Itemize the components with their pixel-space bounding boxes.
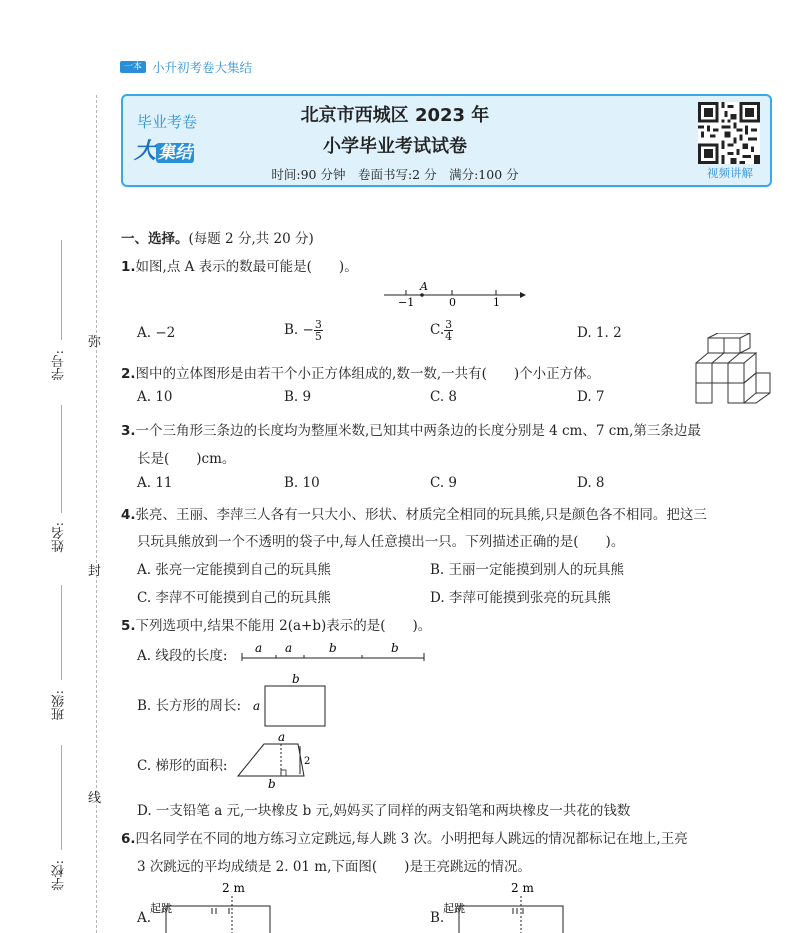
q4-option-a[interactable]: A. 张亮一定能摸到自己的玩具熊 — [137, 562, 331, 578]
start-line-label: 起跳 — [443, 902, 465, 915]
section-note: (每题 2 分,共 20 分) — [188, 231, 314, 247]
question-text: 张亮、王丽、李萍三人各有一只大小、形状、材质完全相同的玩具熊,只是颜色各不相同。把这三 — [135, 507, 707, 523]
question-text: 如图,点 A 表示的数最可能是( )。 — [135, 259, 358, 275]
q6-option-b[interactable]: B. — [430, 910, 445, 926]
binding-line — [96, 95, 97, 933]
q5-option-c[interactable]: C. 梯形的面积: — [137, 758, 228, 774]
question-5 — [121, 614, 431, 634]
segment-label-a2: a — [285, 641, 293, 655]
number-line — [380, 280, 530, 308]
q2-option-d[interactable]: D. 7 — [577, 389, 605, 405]
question-4 — [121, 503, 707, 523]
segment-figure — [238, 638, 430, 664]
section-title-text: 一、选择。 — [121, 231, 189, 247]
fraction-denominator: 4 — [445, 330, 453, 343]
q5-option-d[interactable]: D. 一支铅笔 a 元,一块橡皮 b 元,妈妈买了同样的两支铅笔和两块橡皮一共花的钱数 — [137, 803, 631, 819]
section-title — [121, 227, 314, 247]
tick-label-1: 1 — [493, 296, 500, 308]
seal-char-3: 线 — [88, 791, 102, 806]
segment-label-b2: b — [391, 641, 399, 655]
qr-code-icon[interactable] — [698, 102, 760, 164]
class-blank — [61, 585, 62, 680]
q1-option-c[interactable] — [430, 319, 453, 342]
question-6 — [121, 827, 688, 847]
q3-option-a[interactable]: A. 11 — [137, 475, 173, 491]
rectangle-figure — [252, 672, 332, 732]
question-number: 3. — [121, 423, 136, 439]
series-title: 小升初考卷大集结 — [152, 60, 253, 75]
q1-option-b[interactable] — [284, 319, 323, 342]
logo-big-text-2: 集结 — [158, 143, 193, 163]
question-1 — [121, 255, 358, 275]
seal-char-2: 封 — [88, 564, 102, 579]
q4-option-b[interactable]: B. 王丽一定能摸到别人的玩具熊 — [430, 562, 625, 578]
q2-option-a[interactable]: A. 10 — [137, 389, 173, 405]
distance-label: 2 m — [222, 881, 245, 895]
fraction — [444, 319, 453, 342]
exam-meta: 时间:90 分钟 卷面书写:2 分 满分:100 分 — [271, 167, 519, 182]
segment-label-b1: b — [329, 641, 337, 655]
student-id-blank — [61, 240, 62, 340]
q4-option-d[interactable]: D. 李萍可能摸到张亮的玩具熊 — [430, 590, 611, 606]
school-blank — [61, 745, 62, 850]
q1-option-d[interactable]: D. 1. 2 — [577, 325, 622, 341]
q6-option-a[interactable]: A. — [137, 910, 152, 926]
q5-option-a[interactable]: A. 线段的长度: — [137, 648, 228, 664]
segment-label-a1: a — [255, 641, 263, 655]
margin-label-student-id: 学号: — [52, 350, 67, 381]
q3-option-b[interactable]: B. 10 — [284, 475, 320, 491]
question-4-cont: 只玩具熊放到一个不透明的袋子中,每人任意摸出一只。下列描述正确的是( )。 — [137, 534, 625, 550]
series-badge: 一本 — [120, 61, 146, 73]
question-text: 四名同学在不同的地方练习立定跳远,每人跳 3 次。小明把每人跳远的情况都标记在地上,王亮 — [135, 831, 688, 847]
question-number: 4. — [121, 507, 136, 523]
question-6-cont: 3 次跳远的平均成绩是 2. 01 m,下面图( )是王亮跳远的情况。 — [137, 859, 531, 875]
trap-label-height: 2 — [304, 756, 311, 767]
q1-option-c-prefix: C. — [430, 322, 445, 338]
question-text: 一个三角形三条边的长度均为整厘米数,已知其中两条边的长度分别是 4 cm、7 cm,第三条边最 — [135, 423, 701, 439]
trapezoid-figure — [234, 732, 314, 790]
question-number: 2. — [121, 366, 136, 382]
question-number: 6. — [121, 831, 136, 847]
trap-label-a: a — [278, 732, 286, 744]
long-jump-figure-b — [443, 878, 568, 933]
question-3-cont: 长是( )cm。 — [137, 451, 236, 467]
q3-option-d[interactable]: D. 8 — [577, 475, 605, 491]
margin-label-school: 学校: — [52, 860, 67, 891]
question-text: 下列选项中,结果不能用 2(a+b)表示的是( )。 — [135, 618, 432, 634]
distance-label: 2 m — [511, 881, 534, 895]
margin-label-name: 姓名: — [52, 522, 67, 553]
q5-option-b[interactable]: B. 长方形的周长: — [137, 698, 242, 714]
fraction-denominator: 5 — [314, 330, 322, 343]
name-blank — [61, 405, 62, 513]
tick-label-minus-1: −1 — [398, 296, 415, 308]
q3-option-c[interactable]: C. 9 — [430, 475, 458, 491]
question-text: 图中的立体图形是由若干个小正方体组成的,数一数,一共有( )个小正方体。 — [135, 366, 601, 382]
rect-label-b: b — [292, 672, 300, 686]
fraction-numerator: 3 — [445, 318, 453, 331]
fraction-numerator: 3 — [314, 318, 322, 331]
question-number: 5. — [121, 618, 136, 634]
fraction — [314, 319, 323, 342]
long-jump-figure-a — [150, 878, 275, 933]
q2-option-c[interactable]: C. 8 — [430, 389, 458, 405]
q2-option-b[interactable]: B. 9 — [284, 389, 312, 405]
question-2 — [121, 362, 600, 382]
seal-char-1: 弥 — [88, 335, 102, 350]
margin-label-class: 班级: — [52, 690, 67, 721]
exam-title-line-2: 小学毕业考试试卷 — [323, 136, 467, 157]
rect-label-a: a — [253, 699, 261, 713]
exam-title-line-1: 北京市西城区 2023 年 — [300, 105, 490, 126]
question-number: 1. — [121, 259, 136, 275]
trap-label-b: b — [268, 777, 276, 790]
logo-big-text: 大 — [134, 139, 157, 164]
question-3 — [121, 419, 701, 439]
q4-option-c[interactable]: C. 李萍不可能摸到自己的玩具熊 — [137, 590, 331, 606]
cube-stack-figure — [690, 333, 774, 407]
q1-option-a[interactable]: A. −2 — [137, 325, 176, 341]
qr-video-label[interactable]: 视频讲解 — [707, 166, 753, 180]
q1-option-b-prefix: B. − — [284, 322, 314, 338]
tick-label-0: 0 — [449, 296, 456, 308]
logo-top-text: 毕业考卷 — [137, 113, 198, 131]
start-line-label: 起跳 — [150, 902, 172, 915]
point-a-label: A — [420, 280, 428, 293]
